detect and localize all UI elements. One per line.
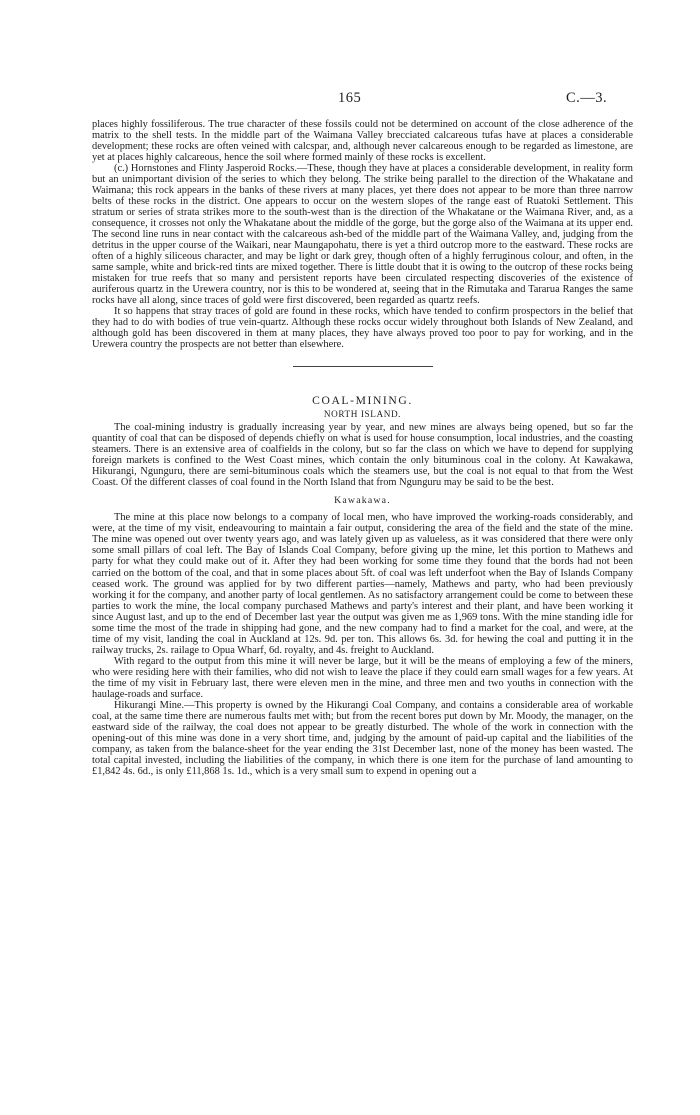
paragraph-kawakawa-mine: The mine at this place now belongs to a company of local men, who have improved the working-roads considerably, and were, at the time of my visit, endeavouring to maintain a fair output, considering the area of the field and the state of the mine. The mine was opened out over twenty years ago, and was lately given up as valueless, as it was considered that there were only some small pillars of coal left. The Bay of Islands Coal Company, before giving up the mine, let this portion to Mathews and party for what they could make out of it. After they had been working for some time they found that the bords had not been carried on the bottom of the coal, and that in some places about 5ft. of coal was left underfoot when the Bay of Islands Company ceased work. The ground was applied for by two different parties—namely, Mathews and party, who had been previously working it for the company, and another party of local gentlemen. As no satisfactory arrangement could be come to between these parties to work the mine, the local company purchased Mathews and party's interest and their plant, and have been working it since August last, and up to the end of December last year the output was given me as 1,969 tons. With the mine standing idle for some time the most of the trade in shipping had gone, and the new company had to find a market for the coal, and were, at the time of my visit, landing the coal in Auckland at 12s. 9d. per ton. This allows 6s. 3d. for hewing the coal and putting it in the railway trucks, 2s. railage to Opua Wharf, 6d. royalty, and 4s. freight to Auckland. bbox=[92, 512, 633, 656]
page-header bbox=[0, 90, 700, 110]
section-divider bbox=[293, 366, 433, 367]
page-number: 165 bbox=[338, 90, 362, 106]
body-text bbox=[92, 119, 633, 777]
paragraph-hikurangi-mine: Hikurangi Mine.—This property is owned by the Hikurangi Coal Company, and contains a considerable area of workable coal, at the same time there are numerous faults met with; but from the recent bores put down by Mr. Moody, the manager, on the eastward side of the railway, the coal does not appear to be greatly disturbed. The whole of the work in connection with the opening-out of this mine was done in a very short time, and, judging by the amount of paid-up capital and the liabilities of the company, as taken from the balance-sheet for the year ending the 31st December last, none of the money has been wasted. The total capital invested, including the liabilities of the company, in which there is one item for the purchase of land amounting to £1,842 4s. 6d., is only £11,868 1s. 1d., which is a very small sum to expend in opening out a bbox=[92, 699, 633, 777]
document-reference: C.—3. bbox=[566, 90, 608, 106]
paragraph-gold-traces: It so happens that stray traces of gold are found in these rocks, which have tended to confirm prospectors in the belief that they had to do with bodies of true vein-quartz. Although these rocks occur widely throughout both Islands of New Zealand, and although gold has been discovered in them at many places, they have always proved too poor to pay for working, and in the Urewera country the prospects are not better than elsewhere. bbox=[92, 306, 633, 351]
place-heading: Kawakawa. bbox=[334, 495, 391, 507]
paragraph-fossils-continued: places highly fossiliferous. The true character of these fossils could not be determined on account of the close adherence of the matrix to the shell tests. In the middle part of the Waimana Valley brecciated calcareous tufas have at places a considerable development; these rocks are often veined with calcspar, and, although never calcareous enough to be regarded as limestone, are yet at places highly calcareous, hence the soil where formed mainly of these rocks is excellent. bbox=[92, 119, 633, 164]
section-heading: COAL-MINING. bbox=[312, 394, 413, 408]
paragraph-kawakawa-output: With regard to the output from this mine it will never be large, but it will be the means of employing a few of the miners, who were residing here with their families, who did not wish to leave the place if they could earn small wages for a few years. At the time of my visit in February last, there were eleven men in the mine, and three men and two youths in connection with the haulage-roads and surface. bbox=[92, 655, 633, 700]
paragraph-coal-intro: The coal-mining industry is gradually increasing year by year, and new mines are always being opened, but so far the quantity of coal that can be disposed of depends chiefly on what is used for house consumption, local industries, and the coasting steamers. There is an extensive area of coalfields in the colony, but so far the class on which we have to depend for supplying foreign markets is confined to the West Coast mines, which contain the only bituminous coal in the colony. At Kawakawa, Hikurangi, Ngunguru, there are semi-bituminous coals which the steamers use, but the coal is not equal to that from the West Coast. Of the different classes of coal found in the North Island that from Ngunguru may be said to be the best. bbox=[92, 422, 633, 489]
subsection-heading: NORTH ISLAND. bbox=[323, 409, 402, 420]
paragraph-hornstones: (c.) Hornstones and Flinty Jasperoid Rocks.—These, though they have at places a considerable development, in reality form but an unimportant division of the series to which they belong. The strike being parallel to the direction of the Whakatane and Waimana; this rock appears in the banks of these rivers at many places, yet there does not appear to be more than three narrow belts of these rocks in the district. One appears to occur on the western slopes of the range east of Ruatoki Settlement. This stratum or series of strata strikes more to the south-west than is the direction of the Whakatane or the Waimana River, and, as a consequence, it crosses not only the Whakatane about the middle of the gorge, but the gorge also of the Waimana at its upper end. The second line runs in near contact with the calcareous ash-bed of the middle part of the Waimana Valley, and, judging from the detritus in the upper course of the Waikari, near Maungapohatu, there is yet a third outcrop more to the eastward. These rocks are often of a highly siliceous character, and may be light or dark grey, though often of a highly ferruginous colour, and often, in the same sample, white and brick-red tints are mixed together. There is little doubt that it is owing to the outcrop of these rocks being mistaken for true reefs that so many and persistent reports have been circulated respecting discoveries of the existence of auriferous quartz in the Urewera country, nor is this to be wondered at, seeing that in the Rimutaka and Tararua Ranges the same rocks have all along, since traces of gold were first discovered, been regarded as quartz reefs. bbox=[92, 163, 633, 307]
